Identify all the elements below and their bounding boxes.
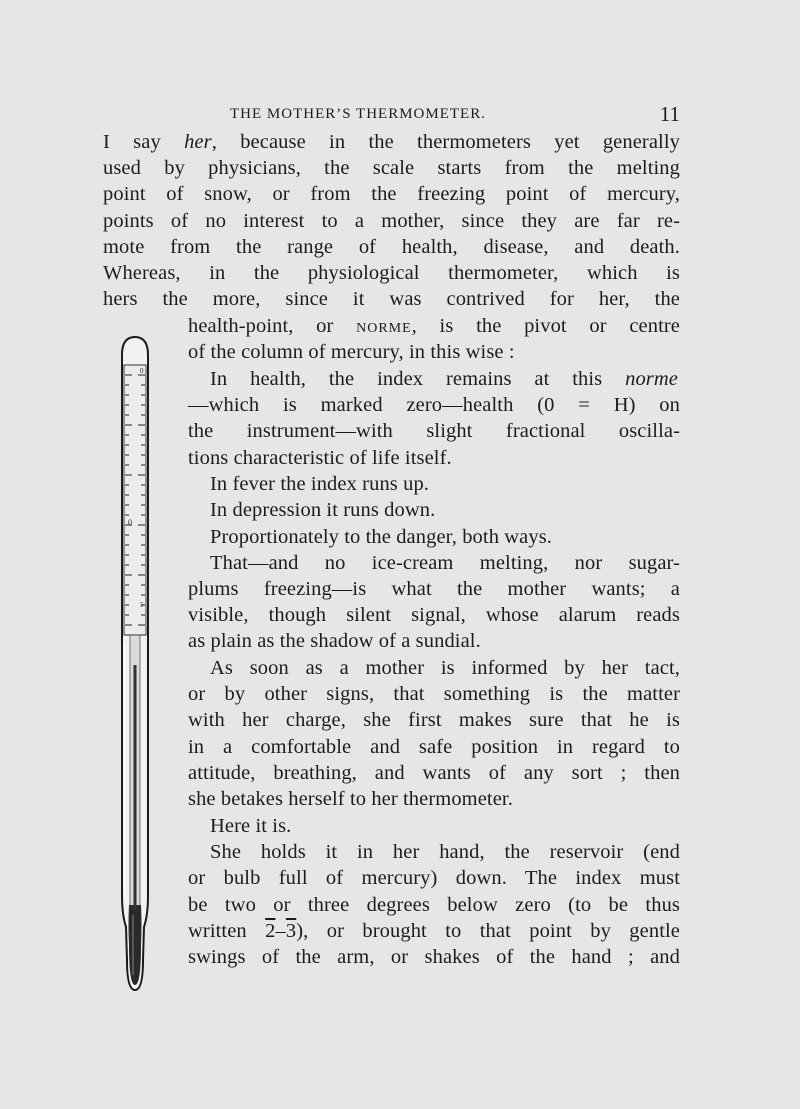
text-line: mote from the range of health, disease, and death. [103,236,680,258]
text-line: the instrument—with slight fractional oscilla- [188,420,680,442]
text-line: —which is marked zero—health (0 = H) on [188,394,680,416]
text-line: of the column of mercury, in this wise : [188,341,515,363]
text-line: health-point, or norme, is the pivot or centre [188,315,680,337]
scale-mark-zero: 0 [128,518,132,527]
text-line: attitude, breathing, and wants of any sort ; then [188,762,680,784]
text-line: hers the more, since it was contrived for her, the [103,288,680,310]
text-line: in a comfortable and safe position in regard to [188,736,680,758]
text-line: tions characteristic of life itself. [188,447,452,469]
text-line: She holds it in her hand, the reservoir (end [210,841,680,863]
text-line: visible, though silent signal, whose alarum reads [188,604,680,626]
text-line: Whereas, in the physiological thermometer, which is [103,262,680,284]
page-number: 11 [659,102,680,126]
text-line: That—and no ice-cream melting, nor sugar- [210,552,680,574]
text-line: point of snow, or from the freezing point of mercury, [103,183,680,205]
text-line: as plain as the shadow of a sundial. [188,630,481,652]
text-line: plums freezing—is what the mother wants; a [188,578,680,600]
scale-mark-top: 0 [140,367,144,375]
text-line: Proportionately to the danger, both ways. [210,526,553,548]
text-line: used by physicians, the scale starts from the melting [103,157,680,179]
text-line: or bulb full of mercury) down. The index must [188,867,680,889]
text-line: points of no interest to a mother, since they are far re- [103,210,680,232]
text-line: swings of the arm, or shakes of the hand ; and [188,946,680,968]
text-line: she betakes herself to her thermometer. [188,788,513,810]
text-line: In health, the index remains at this norme [210,368,678,390]
text-line: Here it is. [210,815,292,837]
text-line: written 2–3), or brought to that point by gentle [188,920,680,942]
text-line: be two or three degrees below zero (to be thus [188,894,680,916]
text-line: or by other signs, that something is the matter [188,683,680,705]
text-line: In fever the index runs up. [210,473,430,495]
text-line: As soon as a mother is informed by her tact, [210,657,680,679]
scale-mark-five: 5 [140,601,144,609]
text-line: In depression it runs down. [210,499,436,521]
thermometer-icon [110,335,160,995]
page-header [100,104,685,130]
text-line: with her charge, she first makes sure that he is [188,709,680,731]
text-line: I say her, because in the thermometers yet generally [103,131,680,153]
running-head: THE MOTHER’S THERMOMETER. [230,106,486,122]
